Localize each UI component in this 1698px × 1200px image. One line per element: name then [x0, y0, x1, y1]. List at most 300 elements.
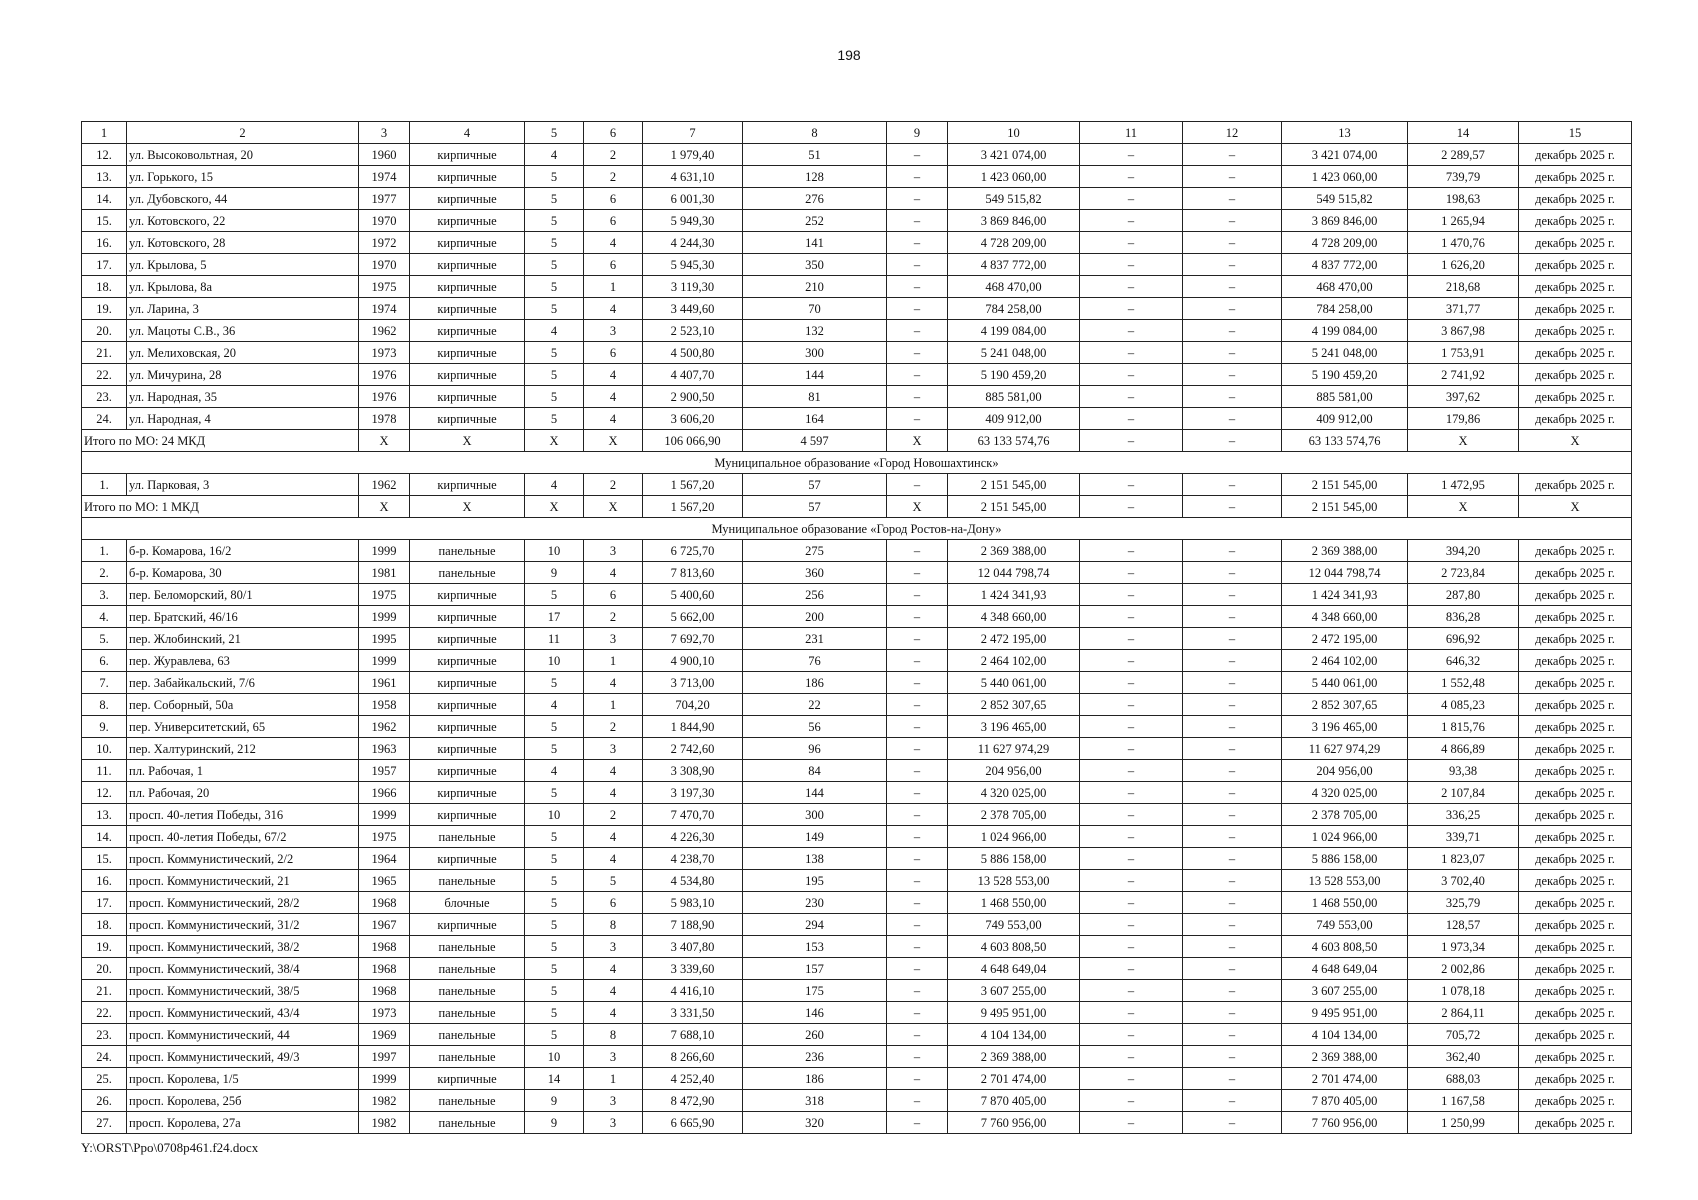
- table-cell: 8 472,90: [643, 1090, 743, 1112]
- total-cell: X: [1408, 430, 1519, 452]
- table-cell: 5: [525, 980, 584, 1002]
- table-cell: кирпичные: [410, 914, 525, 936]
- table-cell: 218,68: [1408, 276, 1519, 298]
- table-cell: –: [1080, 188, 1183, 210]
- address-cell: просп. Королева, 25б: [127, 1090, 359, 1112]
- table-cell: 1976: [359, 364, 410, 386]
- table-cell: –: [1080, 540, 1183, 562]
- table-cell: декабрь 2025 г.: [1519, 760, 1632, 782]
- table-cell: 13.: [82, 804, 127, 826]
- table-cell: 1975: [359, 826, 410, 848]
- table-row: [82, 1112, 1632, 1134]
- table-cell: 336,25: [1408, 804, 1519, 826]
- table-cell: кирпичные: [410, 254, 525, 276]
- table-cell: –: [1183, 892, 1282, 914]
- table-row: [82, 342, 1632, 364]
- table-cell: 7 870 405,00: [1282, 1090, 1408, 1112]
- table-cell: 1974: [359, 166, 410, 188]
- table-cell: декабрь 2025 г.: [1519, 650, 1632, 672]
- table-cell: 6 665,90: [643, 1112, 743, 1134]
- table-cell: 6: [584, 892, 643, 914]
- table-cell: 128,57: [1408, 914, 1519, 936]
- table-row: [82, 1068, 1632, 1090]
- table-cell: декабрь 2025 г.: [1519, 584, 1632, 606]
- table-cell: 164: [743, 408, 887, 430]
- page-number: 198: [837, 47, 861, 63]
- table-cell: 4.: [82, 606, 127, 628]
- table-cell: панельные: [410, 826, 525, 848]
- table-cell: 8 266,60: [643, 1046, 743, 1068]
- table-cell: 1: [584, 650, 643, 672]
- total-cell: X: [1519, 430, 1632, 452]
- table-cell: 1981: [359, 562, 410, 584]
- table-cell: 1968: [359, 980, 410, 1002]
- table-cell: 5 241 048,00: [948, 342, 1080, 364]
- table-cell: декабрь 2025 г.: [1519, 936, 1632, 958]
- total-cell: X: [1519, 496, 1632, 518]
- address-cell: ул. Мацоты С.В., 36: [127, 320, 359, 342]
- total-cell: 57: [743, 496, 887, 518]
- table-cell: –: [1183, 870, 1282, 892]
- table-cell: 2 107,84: [1408, 782, 1519, 804]
- table-cell: 2 378 705,00: [948, 804, 1080, 826]
- table-cell: декабрь 2025 г.: [1519, 1046, 1632, 1068]
- table-cell: 4: [584, 1002, 643, 1024]
- table-cell: 5 241 048,00: [1282, 342, 1408, 364]
- table-cell: 3 331,50: [643, 1002, 743, 1024]
- table-cell: –: [887, 1090, 948, 1112]
- table-cell: 5: [525, 166, 584, 188]
- table-cell: 2 289,57: [1408, 144, 1519, 166]
- table-cell: –: [1080, 276, 1183, 298]
- address-cell: пл. Рабочая, 20: [127, 782, 359, 804]
- table-cell: –: [887, 232, 948, 254]
- table-cell: 1975: [359, 584, 410, 606]
- table-cell: 4: [525, 474, 584, 496]
- table-cell: декабрь 2025 г.: [1519, 276, 1632, 298]
- table-cell: 5: [525, 848, 584, 870]
- table-cell: кирпичные: [410, 760, 525, 782]
- table-cell: 1 167,58: [1408, 1090, 1519, 1112]
- table-cell: 11: [525, 628, 584, 650]
- table-cell: 5: [525, 672, 584, 694]
- table-row: [82, 958, 1632, 980]
- table-cell: 23.: [82, 1024, 127, 1046]
- table-cell: 11.: [82, 760, 127, 782]
- table-cell: 4 252,40: [643, 1068, 743, 1090]
- address-cell: пер. Беломорский, 80/1: [127, 584, 359, 606]
- table-cell: 3 607 255,00: [1282, 980, 1408, 1002]
- table-cell: –: [1183, 760, 1282, 782]
- table-cell: –: [1183, 386, 1282, 408]
- table-cell: 3: [584, 628, 643, 650]
- table-cell: 236: [743, 1046, 887, 1068]
- table-cell: 149: [743, 826, 887, 848]
- table-cell: –: [1183, 826, 1282, 848]
- table-cell: 5: [525, 1024, 584, 1046]
- table-cell: 5: [525, 408, 584, 430]
- table-cell: декабрь 2025 г.: [1519, 848, 1632, 870]
- table-cell: декабрь 2025 г.: [1519, 364, 1632, 386]
- table-row: [82, 1046, 1632, 1068]
- table-cell: декабрь 2025 г.: [1519, 474, 1632, 496]
- table-cell: 5 886 158,00: [948, 848, 1080, 870]
- table-cell: 4 603 808,50: [948, 936, 1080, 958]
- table-row: [82, 320, 1632, 342]
- table-cell: –: [1080, 1024, 1183, 1046]
- table-cell: 10: [525, 1046, 584, 1068]
- table-cell: –: [887, 386, 948, 408]
- table-cell: 70: [743, 298, 887, 320]
- table-row: [82, 1024, 1632, 1046]
- address-cell: просп. Коммунистический, 21: [127, 870, 359, 892]
- table-cell: –: [1080, 342, 1183, 364]
- table-cell: 696,92: [1408, 628, 1519, 650]
- table-cell: 252: [743, 210, 887, 232]
- table-cell: 1970: [359, 254, 410, 276]
- table-cell: 3: [584, 1046, 643, 1068]
- table-cell: 4 085,23: [1408, 694, 1519, 716]
- table-cell: –: [1080, 738, 1183, 760]
- table-cell: –: [1183, 958, 1282, 980]
- table-cell: –: [1183, 276, 1282, 298]
- address-cell: просп. Коммунистический, 49/3: [127, 1046, 359, 1068]
- table-cell: панельные: [410, 936, 525, 958]
- table-cell: 4: [525, 144, 584, 166]
- table-cell: 11 627 974,29: [1282, 738, 1408, 760]
- table-cell: 14.: [82, 826, 127, 848]
- table-row: [82, 628, 1632, 650]
- table-cell: –: [1080, 1068, 1183, 1090]
- table-cell: 5: [525, 782, 584, 804]
- table-cell: кирпичные: [410, 584, 525, 606]
- table-cell: 6: [584, 342, 643, 364]
- table-row: [82, 298, 1632, 320]
- table-cell: –: [1080, 870, 1183, 892]
- table-cell: 24.: [82, 408, 127, 430]
- table-cell: 4 416,10: [643, 980, 743, 1002]
- table-cell: декабрь 2025 г.: [1519, 144, 1632, 166]
- table-cell: 1969: [359, 1024, 410, 1046]
- table-cell: кирпичные: [410, 628, 525, 650]
- table-cell: 4 244,30: [643, 232, 743, 254]
- table-cell: 350: [743, 254, 887, 276]
- table-cell: 1968: [359, 892, 410, 914]
- address-cell: просп. 40-летия Победы, 67/2: [127, 826, 359, 848]
- total-cell: 106 066,90: [643, 430, 743, 452]
- table-cell: декабрь 2025 г.: [1519, 980, 1632, 1002]
- table-cell: 5 190 459,20: [1282, 364, 1408, 386]
- table-cell: –: [887, 782, 948, 804]
- table-cell: –: [1080, 562, 1183, 584]
- table-cell: декабрь 2025 г.: [1519, 254, 1632, 276]
- table-cell: 9: [525, 1112, 584, 1134]
- table-cell: –: [887, 562, 948, 584]
- table-cell: 1962: [359, 716, 410, 738]
- table-cell: 549 515,82: [948, 188, 1080, 210]
- table-cell: –: [887, 166, 948, 188]
- table-cell: 2 369 388,00: [948, 1046, 1080, 1068]
- table-cell: 3: [584, 1112, 643, 1134]
- table-cell: 4 534,80: [643, 870, 743, 892]
- table-cell: 2.: [82, 562, 127, 584]
- table-cell: 4: [584, 848, 643, 870]
- table-row: [82, 738, 1632, 760]
- total-cell: –: [1080, 430, 1183, 452]
- table-cell: 3 869 846,00: [1282, 210, 1408, 232]
- column-number: 12: [1183, 122, 1282, 144]
- table-cell: 1961: [359, 672, 410, 694]
- table-cell: –: [1183, 1112, 1282, 1134]
- table-cell: 146: [743, 1002, 887, 1024]
- table-row: [82, 474, 1632, 496]
- table-cell: –: [887, 914, 948, 936]
- table-cell: –: [1183, 1068, 1282, 1090]
- table-cell: 2 741,92: [1408, 364, 1519, 386]
- table-cell: 6: [584, 584, 643, 606]
- table-cell: –: [887, 144, 948, 166]
- table-cell: 2: [584, 144, 643, 166]
- total-cell: 63 133 574,76: [948, 430, 1080, 452]
- table-cell: декабрь 2025 г.: [1519, 628, 1632, 650]
- table-cell: 1 423 060,00: [1282, 166, 1408, 188]
- table-cell: 10.: [82, 738, 127, 760]
- table-cell: –: [1183, 342, 1282, 364]
- table-cell: декабрь 2025 г.: [1519, 606, 1632, 628]
- table-cell: –: [1183, 694, 1282, 716]
- table-cell: кирпичные: [410, 782, 525, 804]
- table-row: [82, 254, 1632, 276]
- table-cell: кирпичные: [410, 232, 525, 254]
- table-cell: –: [887, 474, 948, 496]
- column-number: 9: [887, 122, 948, 144]
- table-cell: 4: [584, 298, 643, 320]
- table-cell: 2 701 474,00: [948, 1068, 1080, 1090]
- table-cell: 3 407,80: [643, 936, 743, 958]
- table-cell: –: [1080, 782, 1183, 804]
- table-cell: панельные: [410, 1046, 525, 1068]
- table-cell: 397,62: [1408, 386, 1519, 408]
- table-cell: 231: [743, 628, 887, 650]
- table-cell: 5: [525, 188, 584, 210]
- table-cell: 1967: [359, 914, 410, 936]
- table-cell: 300: [743, 804, 887, 826]
- table-cell: 1 423 060,00: [948, 166, 1080, 188]
- address-cell: пл. Рабочая, 1: [127, 760, 359, 782]
- table-row: [82, 1090, 1632, 1112]
- table-cell: 1 024 966,00: [948, 826, 1080, 848]
- table-cell: 132: [743, 320, 887, 342]
- column-number: 15: [1519, 122, 1632, 144]
- table-cell: 4: [584, 672, 643, 694]
- table-row: [82, 914, 1632, 936]
- table-cell: 84: [743, 760, 887, 782]
- table-cell: 1 470,76: [1408, 232, 1519, 254]
- address-cell: б-р. Комарова, 16/2: [127, 540, 359, 562]
- table-cell: 5: [525, 584, 584, 606]
- table-cell: 1977: [359, 188, 410, 210]
- total-cell: X: [359, 430, 410, 452]
- column-number: 11: [1080, 122, 1183, 144]
- table-cell: 200: [743, 606, 887, 628]
- table-cell: –: [1080, 474, 1183, 496]
- table-cell: кирпичные: [410, 342, 525, 364]
- table-cell: 7 692,70: [643, 628, 743, 650]
- table-cell: 5: [525, 210, 584, 232]
- table-cell: –: [1080, 936, 1183, 958]
- table-cell: 646,32: [1408, 650, 1519, 672]
- table-row: [82, 716, 1632, 738]
- table-row: [82, 892, 1632, 914]
- table-cell: –: [1080, 672, 1183, 694]
- total-row: [82, 496, 1632, 518]
- table-cell: кирпичные: [410, 650, 525, 672]
- table-cell: кирпичные: [410, 364, 525, 386]
- table-cell: 2 701 474,00: [1282, 1068, 1408, 1090]
- table-cell: 2 369 388,00: [1282, 1046, 1408, 1068]
- address-cell: просп. Королева, 1/5: [127, 1068, 359, 1090]
- table-cell: 5.: [82, 628, 127, 650]
- table-cell: –: [1183, 584, 1282, 606]
- address-cell: ул. Крылова, 5: [127, 254, 359, 276]
- table-cell: 4: [525, 760, 584, 782]
- table-cell: –: [887, 254, 948, 276]
- table-cell: 10: [525, 650, 584, 672]
- table-cell: 4: [584, 562, 643, 584]
- table-cell: 1999: [359, 650, 410, 672]
- table-cell: 1 424 341,93: [948, 584, 1080, 606]
- table-cell: –: [887, 980, 948, 1002]
- table-cell: декабрь 2025 г.: [1519, 892, 1632, 914]
- table-cell: 3 869 846,00: [948, 210, 1080, 232]
- column-number: 1: [82, 122, 127, 144]
- table-cell: 5: [525, 914, 584, 936]
- table-cell: кирпичные: [410, 276, 525, 298]
- table-cell: –: [1080, 760, 1183, 782]
- table-cell: 784 258,00: [948, 298, 1080, 320]
- table-cell: 394,20: [1408, 540, 1519, 562]
- table-cell: 3 867,98: [1408, 320, 1519, 342]
- footer-file-path: Y:\ORST\Ppo\0708p461.f24.docx: [81, 1140, 259, 1155]
- table-cell: кирпичные: [410, 606, 525, 628]
- table-cell: –: [1183, 474, 1282, 496]
- total-cell: 2 151 545,00: [1282, 496, 1408, 518]
- table-cell: декабрь 2025 г.: [1519, 804, 1632, 826]
- table-cell: 21.: [82, 980, 127, 1002]
- table-row: [82, 210, 1632, 232]
- table-cell: 2 002,86: [1408, 958, 1519, 980]
- table-cell: 2: [584, 166, 643, 188]
- table-cell: 7 760 956,00: [1282, 1112, 1408, 1134]
- table-cell: 4 104 134,00: [1282, 1024, 1408, 1046]
- table-cell: 12.: [82, 782, 127, 804]
- table-cell: кирпичные: [410, 738, 525, 760]
- table-row: [82, 672, 1632, 694]
- table-cell: декабрь 2025 г.: [1519, 562, 1632, 584]
- address-cell: ул. Мичурина, 28: [127, 364, 359, 386]
- municipality-title: Муниципальное образование «Город Новошахтинск»: [82, 452, 1632, 474]
- table-cell: декабрь 2025 г.: [1519, 694, 1632, 716]
- table-cell: 2 472 195,00: [1282, 628, 1408, 650]
- table-cell: 1972: [359, 232, 410, 254]
- table-cell: 4 348 660,00: [1282, 606, 1408, 628]
- table-cell: –: [1080, 254, 1183, 276]
- table-cell: 4 104 134,00: [948, 1024, 1080, 1046]
- table-cell: 175: [743, 980, 887, 1002]
- table-cell: декабрь 2025 г.: [1519, 298, 1632, 320]
- table-cell: 7 870 405,00: [948, 1090, 1080, 1112]
- table-cell: 1 815,76: [1408, 716, 1519, 738]
- table-row: [82, 276, 1632, 298]
- table-cell: 1973: [359, 1002, 410, 1024]
- total-cell: 2 151 545,00: [948, 496, 1080, 518]
- table-cell: декабрь 2025 г.: [1519, 408, 1632, 430]
- table-cell: 4: [584, 408, 643, 430]
- table-cell: 9.: [82, 716, 127, 738]
- table-cell: 24.: [82, 1046, 127, 1068]
- table-cell: 1978: [359, 408, 410, 430]
- table-cell: 7 470,70: [643, 804, 743, 826]
- table-cell: декабрь 2025 г.: [1519, 1112, 1632, 1134]
- table-row: [82, 782, 1632, 804]
- table-cell: 6: [584, 188, 643, 210]
- address-cell: просп. Коммунистический, 43/4: [127, 1002, 359, 1024]
- table-cell: 15.: [82, 210, 127, 232]
- table-cell: 96: [743, 738, 887, 760]
- table-cell: 409 912,00: [948, 408, 1080, 430]
- table-cell: 4 199 084,00: [948, 320, 1080, 342]
- table-cell: 5 945,30: [643, 254, 743, 276]
- total-cell: X: [584, 496, 643, 518]
- table-cell: 275: [743, 540, 887, 562]
- table-cell: 23.: [82, 386, 127, 408]
- table-cell: –: [887, 320, 948, 342]
- address-cell: пер. Университетский, 65: [127, 716, 359, 738]
- table-cell: 5: [584, 870, 643, 892]
- table-cell: кирпичные: [410, 188, 525, 210]
- table-cell: 468 470,00: [948, 276, 1080, 298]
- table-cell: –: [1080, 980, 1183, 1002]
- table-cell: 5 886 158,00: [1282, 848, 1408, 870]
- table-cell: 5 440 061,00: [1282, 672, 1408, 694]
- table-cell: 1 250,99: [1408, 1112, 1519, 1134]
- table-cell: 5: [525, 298, 584, 320]
- table-cell: 56: [743, 716, 887, 738]
- table-cell: 8: [584, 1024, 643, 1046]
- table-cell: 1: [584, 1068, 643, 1090]
- table-cell: 18.: [82, 276, 127, 298]
- table-cell: –: [887, 892, 948, 914]
- address-cell: пер. Забайкальский, 7/6: [127, 672, 359, 694]
- address-cell: ул. Высоковольтная, 20: [127, 144, 359, 166]
- table-cell: 1975: [359, 276, 410, 298]
- table-cell: –: [1183, 936, 1282, 958]
- table-row: [82, 606, 1632, 628]
- table-cell: –: [1080, 166, 1183, 188]
- table-cell: –: [1080, 628, 1183, 650]
- address-cell: пер. Халтуринский, 212: [127, 738, 359, 760]
- table-cell: –: [1080, 232, 1183, 254]
- total-cell: –: [1183, 496, 1282, 518]
- table-cell: кирпичные: [410, 386, 525, 408]
- table-cell: декабрь 2025 г.: [1519, 386, 1632, 408]
- table-cell: декабрь 2025 г.: [1519, 210, 1632, 232]
- table-cell: –: [887, 342, 948, 364]
- table-cell: 749 553,00: [948, 914, 1080, 936]
- table-cell: 144: [743, 364, 887, 386]
- column-number: 4: [410, 122, 525, 144]
- table-cell: 276: [743, 188, 887, 210]
